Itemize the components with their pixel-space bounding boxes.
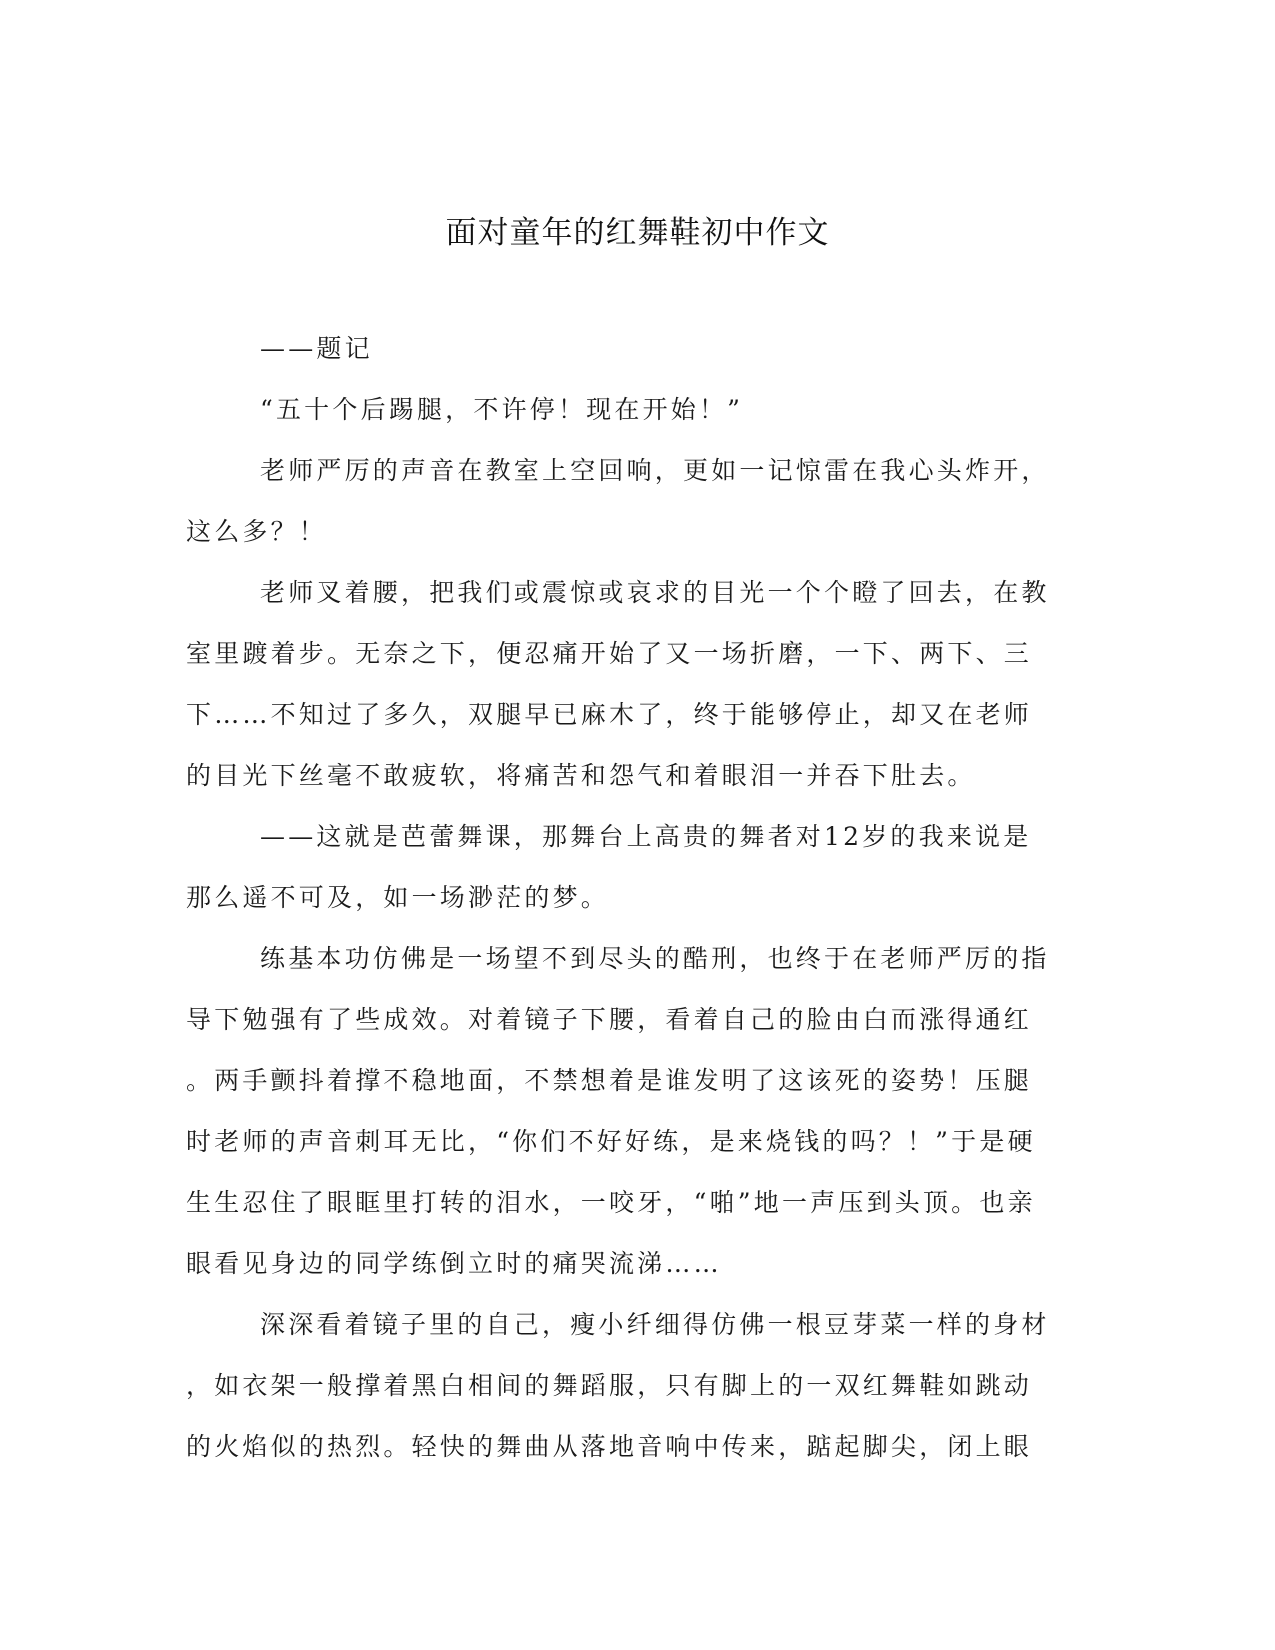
- text-line: 深深看着镜子里的自己，瘦小纤细得仿佛一根豆芽菜一样的身材: [260, 1310, 1050, 1339]
- text-line: ，如衣架一般撑着黑白相间的舞蹈服，只有脚上的一双红舞鞋如跳动: [186, 1371, 1033, 1400]
- text-line: 那么遥不可及，如一场渺茫的梦。: [186, 883, 610, 912]
- text-line: 下……不知过了多久，双腿早已麻木了，终于能够停止，却又在老师: [186, 700, 1033, 729]
- text-line: 导下勉强有了些成效。对着镜子下腰，看着自己的脸由白而涨得通红: [186, 1005, 1033, 1034]
- text-line: ——这就是芭蕾舞课，那舞台上高贵的舞者对12岁的我来说是: [260, 822, 1032, 851]
- text-line: ——题记: [260, 334, 373, 363]
- text-line: 老师严厉的声音在教室上空回响，更如一记惊雷在我心头炸开，: [260, 456, 1050, 485]
- text-line: 的目光下丝毫不敢疲软，将痛苦和怨气和着眼泪一并吞下肚去。: [186, 761, 976, 790]
- text-line: “五十个后踢腿，不许停！现在开始！”: [260, 395, 744, 424]
- text-line: 眼看见身边的同学练倒立时的痛哭流涕……: [186, 1249, 722, 1278]
- text-line: 。两手颤抖着撑不稳地面，不禁想着是谁发明了这该死的姿势！压腿: [186, 1066, 1033, 1095]
- text-line: 时老师的声音刺耳无比，“你们不好好练，是来烧钱的吗？！”于是硬: [186, 1127, 1036, 1156]
- text-line: 生生忍住了眼眶里打转的泪水，一咬牙，“啪”地一声压到头顶。也亲: [186, 1188, 1036, 1217]
- text-line: 的火焰似的热烈。轻快的舞曲从落地音响中传来，踮起脚尖，闭上眼: [186, 1432, 1033, 1461]
- text-line: 老师叉着腰，把我们或震惊或哀求的目光一个个瞪了回去，在教: [260, 578, 1050, 607]
- text-line: 这么多？！: [186, 517, 328, 546]
- text-line: 室里踱着步。无奈之下，便忍痛开始了又一场折磨，一下、两下、三: [186, 639, 1033, 668]
- document-title: 面对童年的红舞鞋初中作文: [445, 215, 830, 251]
- document-body: [186, 318, 1066, 1477]
- text-line: 练基本功仿佛是一场望不到尽头的酷刑，也终于在老师严厉的指: [260, 944, 1050, 973]
